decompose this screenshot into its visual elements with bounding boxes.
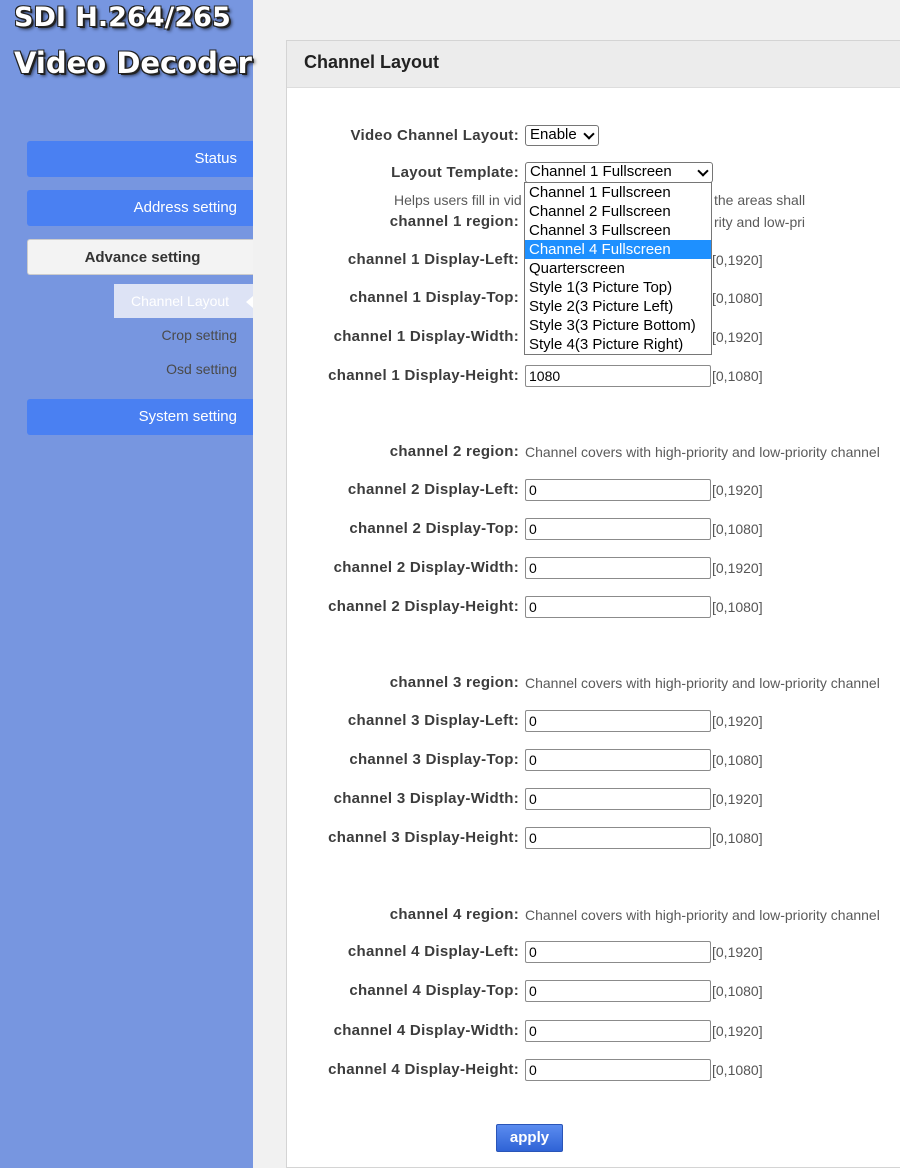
channel-4-height-row <box>287 1059 900 1081</box>
channel-3-top-row <box>287 749 900 771</box>
channel-1-region-label: channel 1 region: <box>389 213 519 230</box>
nav-address-setting[interactable]: Address setting <box>27 190 253 226</box>
channel-3-top-label: channel 3 Display-Top: <box>349 751 519 768</box>
channel-4-region-text: Channel covers with high-priority and low-priority channel <box>525 907 880 923</box>
nav-system-setting[interactable]: System setting <box>27 399 253 435</box>
channel-1-width-label: channel 1 Display-Width: <box>333 328 519 345</box>
channel-3-width-label: channel 3 Display-Width: <box>333 790 519 807</box>
channel-2-width-label: channel 2 Display-Width: <box>333 559 519 576</box>
layout-template-label: Layout Template: <box>391 164 519 181</box>
channel-2-left-input[interactable] <box>525 479 711 501</box>
channel-2-left-range: [0,1920] <box>712 482 763 498</box>
channel-4-width-row <box>287 1020 900 1042</box>
channel-3-top-range: [0,1080] <box>712 752 763 768</box>
channel-1-width-range: [0,1920] <box>712 329 763 345</box>
channel-2-region-text: Channel covers with high-priority and low-priority channel <box>525 444 880 460</box>
video-channel-layout-label: Video Channel Layout: <box>350 127 519 144</box>
layout-template-select[interactable] <box>525 162 713 183</box>
channel-2-top-label: channel 2 Display-Top: <box>349 520 519 537</box>
channel-4-width-range: [0,1920] <box>712 1023 763 1039</box>
channel-1-top-range: [0,1080] <box>712 290 763 306</box>
dropdown-option[interactable]: Channel 1 Fullscreen <box>529 184 671 201</box>
channel-4-left-range: [0,1920] <box>712 944 763 960</box>
video-channel-layout-select[interactable] <box>525 125 599 146</box>
subnav-channel-layout[interactable]: Channel Layout <box>114 284 253 318</box>
channel-1-top-label: channel 1 Display-Top: <box>349 289 519 306</box>
channel-3-left-label: channel 3 Display-Left: <box>347 712 519 729</box>
channel-2-height-input[interactable] <box>525 596 711 618</box>
channel-2-width-range: [0,1920] <box>712 560 763 576</box>
dropdown-option[interactable]: Style 3(3 Picture Bottom) <box>529 317 696 334</box>
channel-4-height-input[interactable] <box>525 1059 711 1081</box>
nav-status[interactable]: Status <box>27 141 253 177</box>
channel-4-left-input[interactable] <box>525 941 711 963</box>
layout-template-row <box>287 162 900 184</box>
channel-3-region-text: Channel covers with high-priority and low-priority channel <box>525 675 880 691</box>
channel-4-top-label: channel 4 Display-Top: <box>349 982 519 999</box>
subnav-crop-setting[interactable]: Crop setting <box>161 327 237 343</box>
channel-1-height-row <box>287 365 900 387</box>
channel-4-height-range: [0,1080] <box>712 1062 763 1078</box>
channel-4-left-label: channel 4 Display-Left: <box>347 943 519 960</box>
logo-line-1: SDI H.264/265 <box>14 2 231 33</box>
channel-1-height-label: channel 1 Display-Height: <box>328 367 519 384</box>
channel-4-top-row <box>287 980 900 1002</box>
channel-4-region-row <box>287 904 900 926</box>
channel-4-width-label: channel 4 Display-Width: <box>333 1022 519 1039</box>
sidebar <box>0 0 253 1168</box>
dropdown-option[interactable]: Style 2(3 Picture Left) <box>529 298 674 315</box>
channel-3-region-label: channel 3 region: <box>389 674 519 691</box>
channel-1-height-range: [0,1080] <box>712 368 763 384</box>
channel-3-left-range: [0,1920] <box>712 713 763 729</box>
help-text-left: Helps users fill in vid <box>394 192 522 208</box>
dropdown-option[interactable]: Quarterscreen <box>529 260 625 277</box>
channel-3-region-row <box>287 672 900 694</box>
help-text-right: the areas shall <box>714 192 806 208</box>
chevron-down-icon <box>583 128 594 139</box>
channel-3-height-input[interactable] <box>525 827 711 849</box>
channel-3-top-input[interactable] <box>525 749 711 771</box>
layout-template-value: Channel 1 Fullscreen <box>530 163 672 180</box>
channel-2-top-range: [0,1080] <box>712 521 763 537</box>
channel-2-region-row <box>287 441 900 463</box>
channel-4-width-input[interactable] <box>525 1020 711 1042</box>
layout-template-dropdown <box>524 182 712 355</box>
channel-4-top-input[interactable] <box>525 980 711 1002</box>
channel-2-height-row <box>287 596 900 618</box>
apply-button[interactable]: apply <box>496 1124 563 1152</box>
channel-1-height-input[interactable] <box>525 365 711 387</box>
video-channel-layout-row <box>287 125 900 147</box>
dropdown-option[interactable]: Channel 3 Fullscreen <box>529 222 671 239</box>
channel-2-left-label: channel 2 Display-Left: <box>347 481 519 498</box>
chevron-down-icon <box>697 165 708 176</box>
channel-2-width-row <box>287 557 900 579</box>
video-channel-layout-value: Enable <box>530 126 577 143</box>
channel-3-width-range: [0,1920] <box>712 791 763 807</box>
channel-2-height-label: channel 2 Display-Height: <box>328 598 519 615</box>
channel-2-height-range: [0,1080] <box>712 599 763 615</box>
dropdown-option[interactable]: Style 4(3 Picture Right) <box>529 336 684 353</box>
channel-1-left-label: channel 1 Display-Left: <box>347 251 519 268</box>
channel-2-region-label: channel 2 region: <box>389 443 519 460</box>
channel-3-height-row <box>287 827 900 849</box>
channel-3-width-input[interactable] <box>525 788 711 810</box>
channel-4-left-row <box>287 941 900 963</box>
channel-4-height-label: channel 4 Display-Height: <box>328 1061 519 1078</box>
channel-3-height-range: [0,1080] <box>712 830 763 846</box>
nav-advance-setting[interactable]: Advance setting <box>27 239 253 275</box>
panel-title: Channel Layout <box>287 41 900 88</box>
channel-3-height-label: channel 3 Display-Height: <box>328 829 519 846</box>
channel-4-top-range: [0,1080] <box>712 983 763 999</box>
channel-3-left-input[interactable] <box>525 710 711 732</box>
dropdown-option[interactable]: Style 1(3 Picture Top) <box>529 279 673 296</box>
dropdown-option[interactable]: Channel 2 Fullscreen <box>529 203 671 220</box>
channel-2-left-row <box>287 479 900 501</box>
channel-2-width-input[interactable] <box>525 557 711 579</box>
logo-line-2: Video Decoder <box>14 46 252 80</box>
channel-2-top-row <box>287 518 900 540</box>
channel-3-left-row <box>287 710 900 732</box>
subnav-osd-setting[interactable]: Osd setting <box>166 361 237 377</box>
channel-2-top-input[interactable] <box>525 518 711 540</box>
channel-1-region-text: rity and low-pri <box>714 214 806 230</box>
dropdown-option-highlighted[interactable]: Channel 4 Fullscreen <box>525 240 711 259</box>
channel-1-left-range: [0,1920] <box>712 252 763 268</box>
channel-4-region-label: channel 4 region: <box>389 906 519 923</box>
channel-3-width-row <box>287 788 900 810</box>
